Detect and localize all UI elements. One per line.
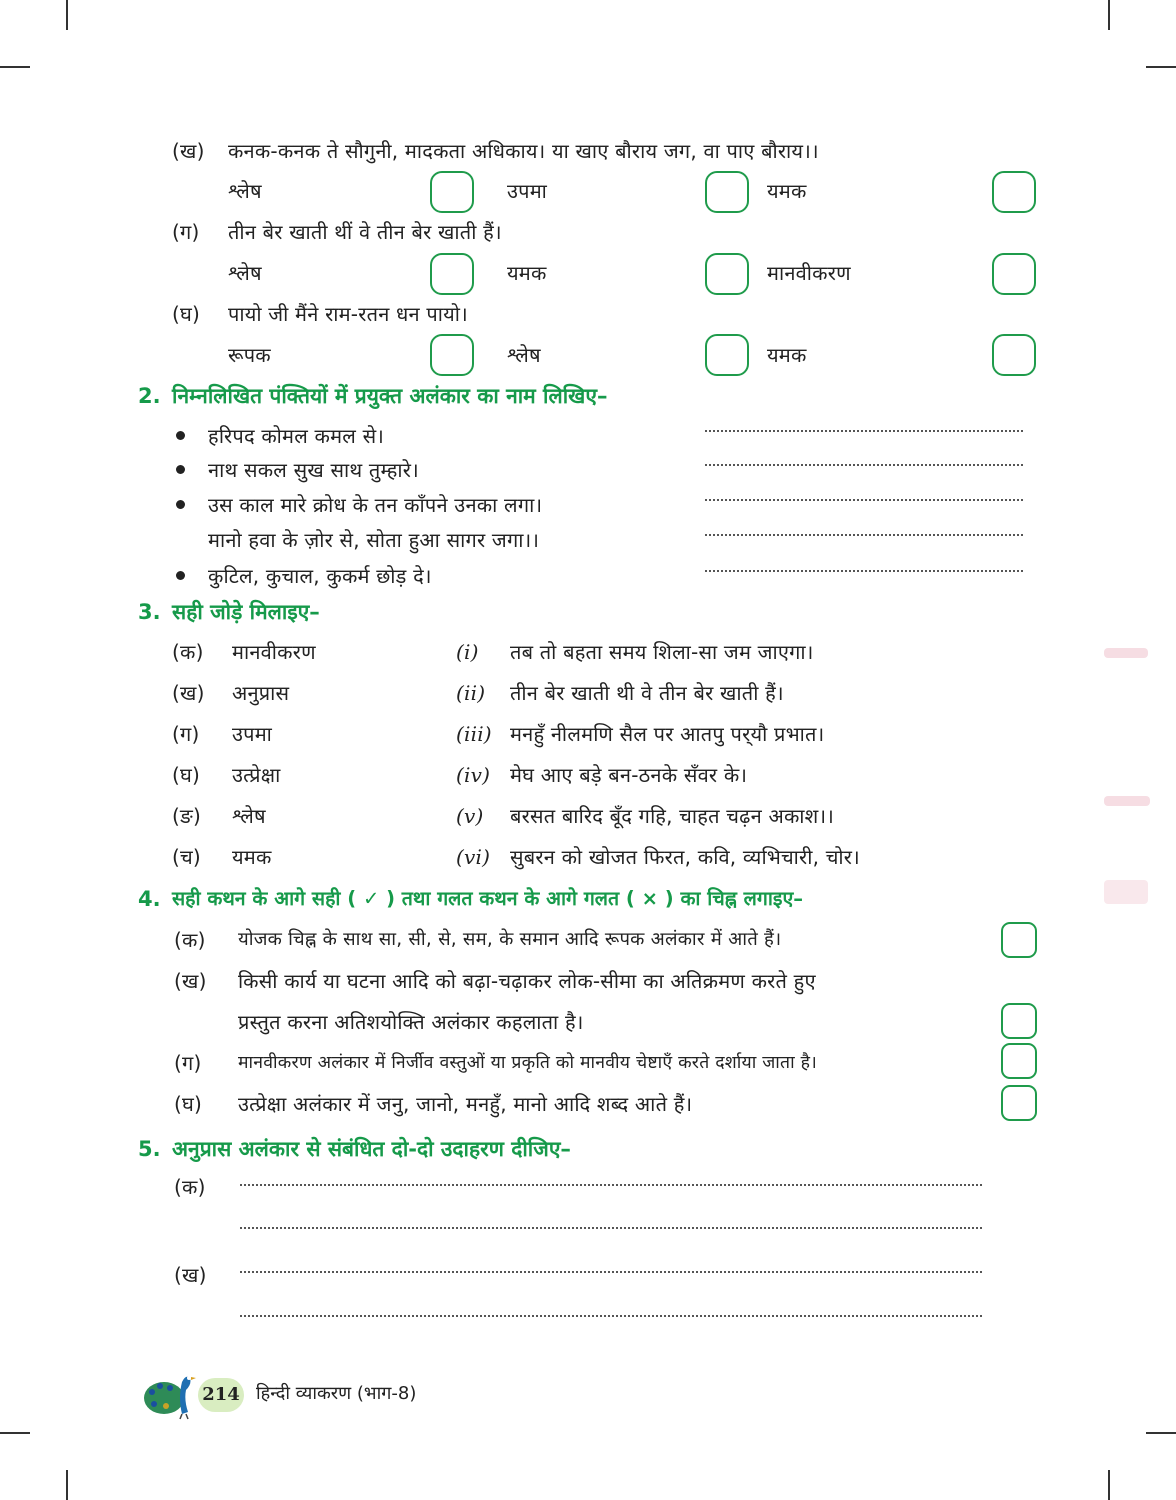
answer-line[interactable] bbox=[705, 464, 1023, 466]
row-label: (ग) bbox=[172, 722, 200, 746]
item-text: मानवीकरण अलंकार में निर्जीव वस्तुओं या प्रकृति को मानवीय चेष्टाएँ करते दर्शाया जाता है। bbox=[238, 1053, 818, 1073]
bullet-icon bbox=[176, 465, 185, 474]
question-title: निम्नलिखित पंक्तियों में प्रयुक्त अलंकार का नाम लिखिए– bbox=[172, 384, 608, 408]
question-title: सही जोड़े मिलाइए– bbox=[172, 600, 320, 624]
edge-mark bbox=[1104, 796, 1150, 806]
option-label: उपमा bbox=[507, 179, 548, 203]
question-number: 4. bbox=[138, 887, 161, 911]
true-false-box[interactable] bbox=[1001, 922, 1037, 958]
question-number: 5. bbox=[138, 1137, 161, 1161]
line-text: कुटिल, कुचाल, कुकर्म छोड़ दे। bbox=[208, 564, 432, 588]
option-label: श्लेष bbox=[228, 179, 262, 203]
question-title: सही कथन के आगे सही ( ✓ ) तथा गलत कथन के आगे गलत ( × ) का चिह्न लगाइए– bbox=[172, 887, 803, 910]
item-text: उत्प्रेक्षा अलंकार में जनु, जानो, मनहुँ, मानो आदि शब्द आते हैं। bbox=[238, 1092, 693, 1116]
question-number: 2. bbox=[138, 384, 161, 408]
peacock-icon bbox=[142, 1368, 204, 1420]
row-left: यमक bbox=[232, 845, 272, 869]
answer-checkbox[interactable] bbox=[992, 171, 1036, 213]
answer-checkbox[interactable] bbox=[430, 334, 474, 376]
row-left: श्लेष bbox=[232, 804, 266, 828]
item-label: (ख) bbox=[172, 139, 205, 163]
bullet-icon bbox=[176, 571, 185, 580]
answer-line[interactable] bbox=[240, 1227, 982, 1229]
item-text: कनक-कनक ते सौगुनी, मादकता अधिकाय। या खाए बौराय जग, वा पाए बौराय।। bbox=[228, 139, 819, 163]
line-text: हरिपद कोमल कमल से। bbox=[208, 424, 385, 448]
bullet-icon bbox=[176, 500, 185, 509]
answer-checkbox[interactable] bbox=[705, 253, 749, 295]
item-text: पायो जी मैंने राम-रतन धन पायो। bbox=[228, 302, 468, 326]
answer-checkbox[interactable] bbox=[430, 171, 474, 213]
option-label: यमक bbox=[767, 343, 807, 367]
option-label: यमक bbox=[507, 261, 547, 285]
line-text: नाथ सकल सुख साथ तुम्हारे। bbox=[208, 458, 419, 482]
crop-mark bbox=[1108, 1470, 1110, 1500]
row-num: (vi) bbox=[456, 845, 491, 869]
item-label: (घ) bbox=[174, 1092, 203, 1116]
true-false-box[interactable] bbox=[1001, 1043, 1037, 1079]
line-text: उस काल मारे क्रोध के तन काँपने उनका लगा। bbox=[208, 493, 543, 517]
question-number: 3. bbox=[138, 600, 161, 624]
row-num: (iii) bbox=[456, 722, 492, 746]
item-label: (ग) bbox=[174, 1051, 202, 1075]
example-label: (ख) bbox=[174, 1263, 207, 1287]
true-false-box[interactable] bbox=[1001, 1003, 1037, 1039]
answer-checkbox[interactable] bbox=[992, 334, 1036, 376]
crop-mark bbox=[0, 1432, 30, 1434]
answer-line[interactable] bbox=[705, 570, 1023, 572]
row-label: (ख) bbox=[172, 681, 205, 705]
answer-checkbox[interactable] bbox=[705, 334, 749, 376]
row-num: (ii) bbox=[456, 681, 486, 705]
edge-mark bbox=[1104, 648, 1148, 658]
row-left: मानवीकरण bbox=[232, 640, 316, 664]
item-label: (क) bbox=[174, 928, 206, 952]
row-left: उपमा bbox=[232, 722, 273, 746]
edge-mark bbox=[1104, 880, 1148, 904]
row-right: बरसत बारिद बूँद गहि, चाहत चढ़न अकाश।। bbox=[510, 804, 835, 828]
crop-mark bbox=[66, 1470, 68, 1500]
option-label: यमक bbox=[767, 179, 807, 203]
option-label: रूपक bbox=[228, 343, 271, 367]
answer-line[interactable] bbox=[240, 1315, 982, 1317]
crop-mark bbox=[66, 0, 68, 30]
answer-line[interactable] bbox=[705, 430, 1023, 432]
option-label: श्लेष bbox=[228, 261, 262, 285]
crop-mark bbox=[1108, 0, 1110, 30]
row-label: (क) bbox=[172, 640, 204, 664]
row-right: मनहुँ नीलमणि सैल पर आतपु पर्‌यौ प्रभात। bbox=[510, 722, 825, 746]
row-label: (घ) bbox=[172, 763, 201, 787]
answer-checkbox[interactable] bbox=[992, 253, 1036, 295]
example-label: (क) bbox=[174, 1175, 206, 1199]
item-label: (घ) bbox=[172, 302, 201, 326]
answer-line[interactable] bbox=[240, 1271, 982, 1273]
item-label: (ख) bbox=[174, 969, 207, 993]
row-label: (च) bbox=[172, 845, 201, 869]
item-text: किसी कार्य या घटना आदि को बढ़ा-चढ़ाकर लोक-सीमा का अतिक्रमण करते हुए bbox=[238, 969, 816, 993]
row-left: उत्प्रेक्षा bbox=[232, 763, 281, 787]
question-title: अनुप्रास अलंकार से संबंधित दो-दो उदाहरण दीजिए– bbox=[172, 1137, 571, 1161]
item-label: (ग) bbox=[172, 220, 200, 244]
book-title: हिन्दी व्याकरण (भाग-8) bbox=[256, 1383, 417, 1404]
row-right: तीन बेर खाती थी वे तीन बेर खाती हैं। bbox=[510, 681, 784, 705]
item-text-continued: प्रस्तुत करना अतिशयोक्ति अलंकार कहलाता है। bbox=[238, 1010, 584, 1034]
row-label: (ङ) bbox=[172, 804, 201, 828]
row-num: (iv) bbox=[456, 763, 491, 787]
row-num: (i) bbox=[456, 640, 479, 664]
crop-mark bbox=[0, 66, 30, 68]
option-label: श्लेष bbox=[507, 343, 541, 367]
answer-line[interactable] bbox=[240, 1184, 982, 1186]
row-num: (v) bbox=[456, 804, 484, 828]
row-right: तब तो बहता समय शिला-सा जम जाएगा। bbox=[510, 640, 814, 664]
row-right: मेघ आए बड़े बन-ठनके सँवर के। bbox=[510, 763, 748, 787]
crop-mark bbox=[1146, 1432, 1176, 1434]
row-left: अनुप्रास bbox=[232, 681, 290, 705]
answer-checkbox[interactable] bbox=[705, 171, 749, 213]
true-false-box[interactable] bbox=[1001, 1085, 1037, 1121]
page-number: 214 bbox=[198, 1378, 244, 1412]
answer-checkbox[interactable] bbox=[430, 253, 474, 295]
option-label: मानवीकरण bbox=[767, 261, 851, 285]
crop-mark bbox=[1146, 66, 1176, 68]
bullet-icon bbox=[176, 431, 185, 440]
line-text: मानो हवा के ज़ोर से, सोता हुआ सागर जगा।। bbox=[208, 528, 540, 552]
row-right: सुबरन को खोजत फिरत, कवि, व्यभिचारी, चोर। bbox=[510, 845, 860, 869]
item-text: योजक चिह्न के साथ सा, सी, से, सम, के समान आदि रूपक अलंकार में आते हैं। bbox=[238, 929, 782, 950]
answer-line[interactable] bbox=[705, 534, 1023, 536]
item-text: तीन बेर खाती थीं वे तीन बेर खाती हैं। bbox=[228, 220, 502, 244]
answer-line[interactable] bbox=[705, 499, 1023, 501]
